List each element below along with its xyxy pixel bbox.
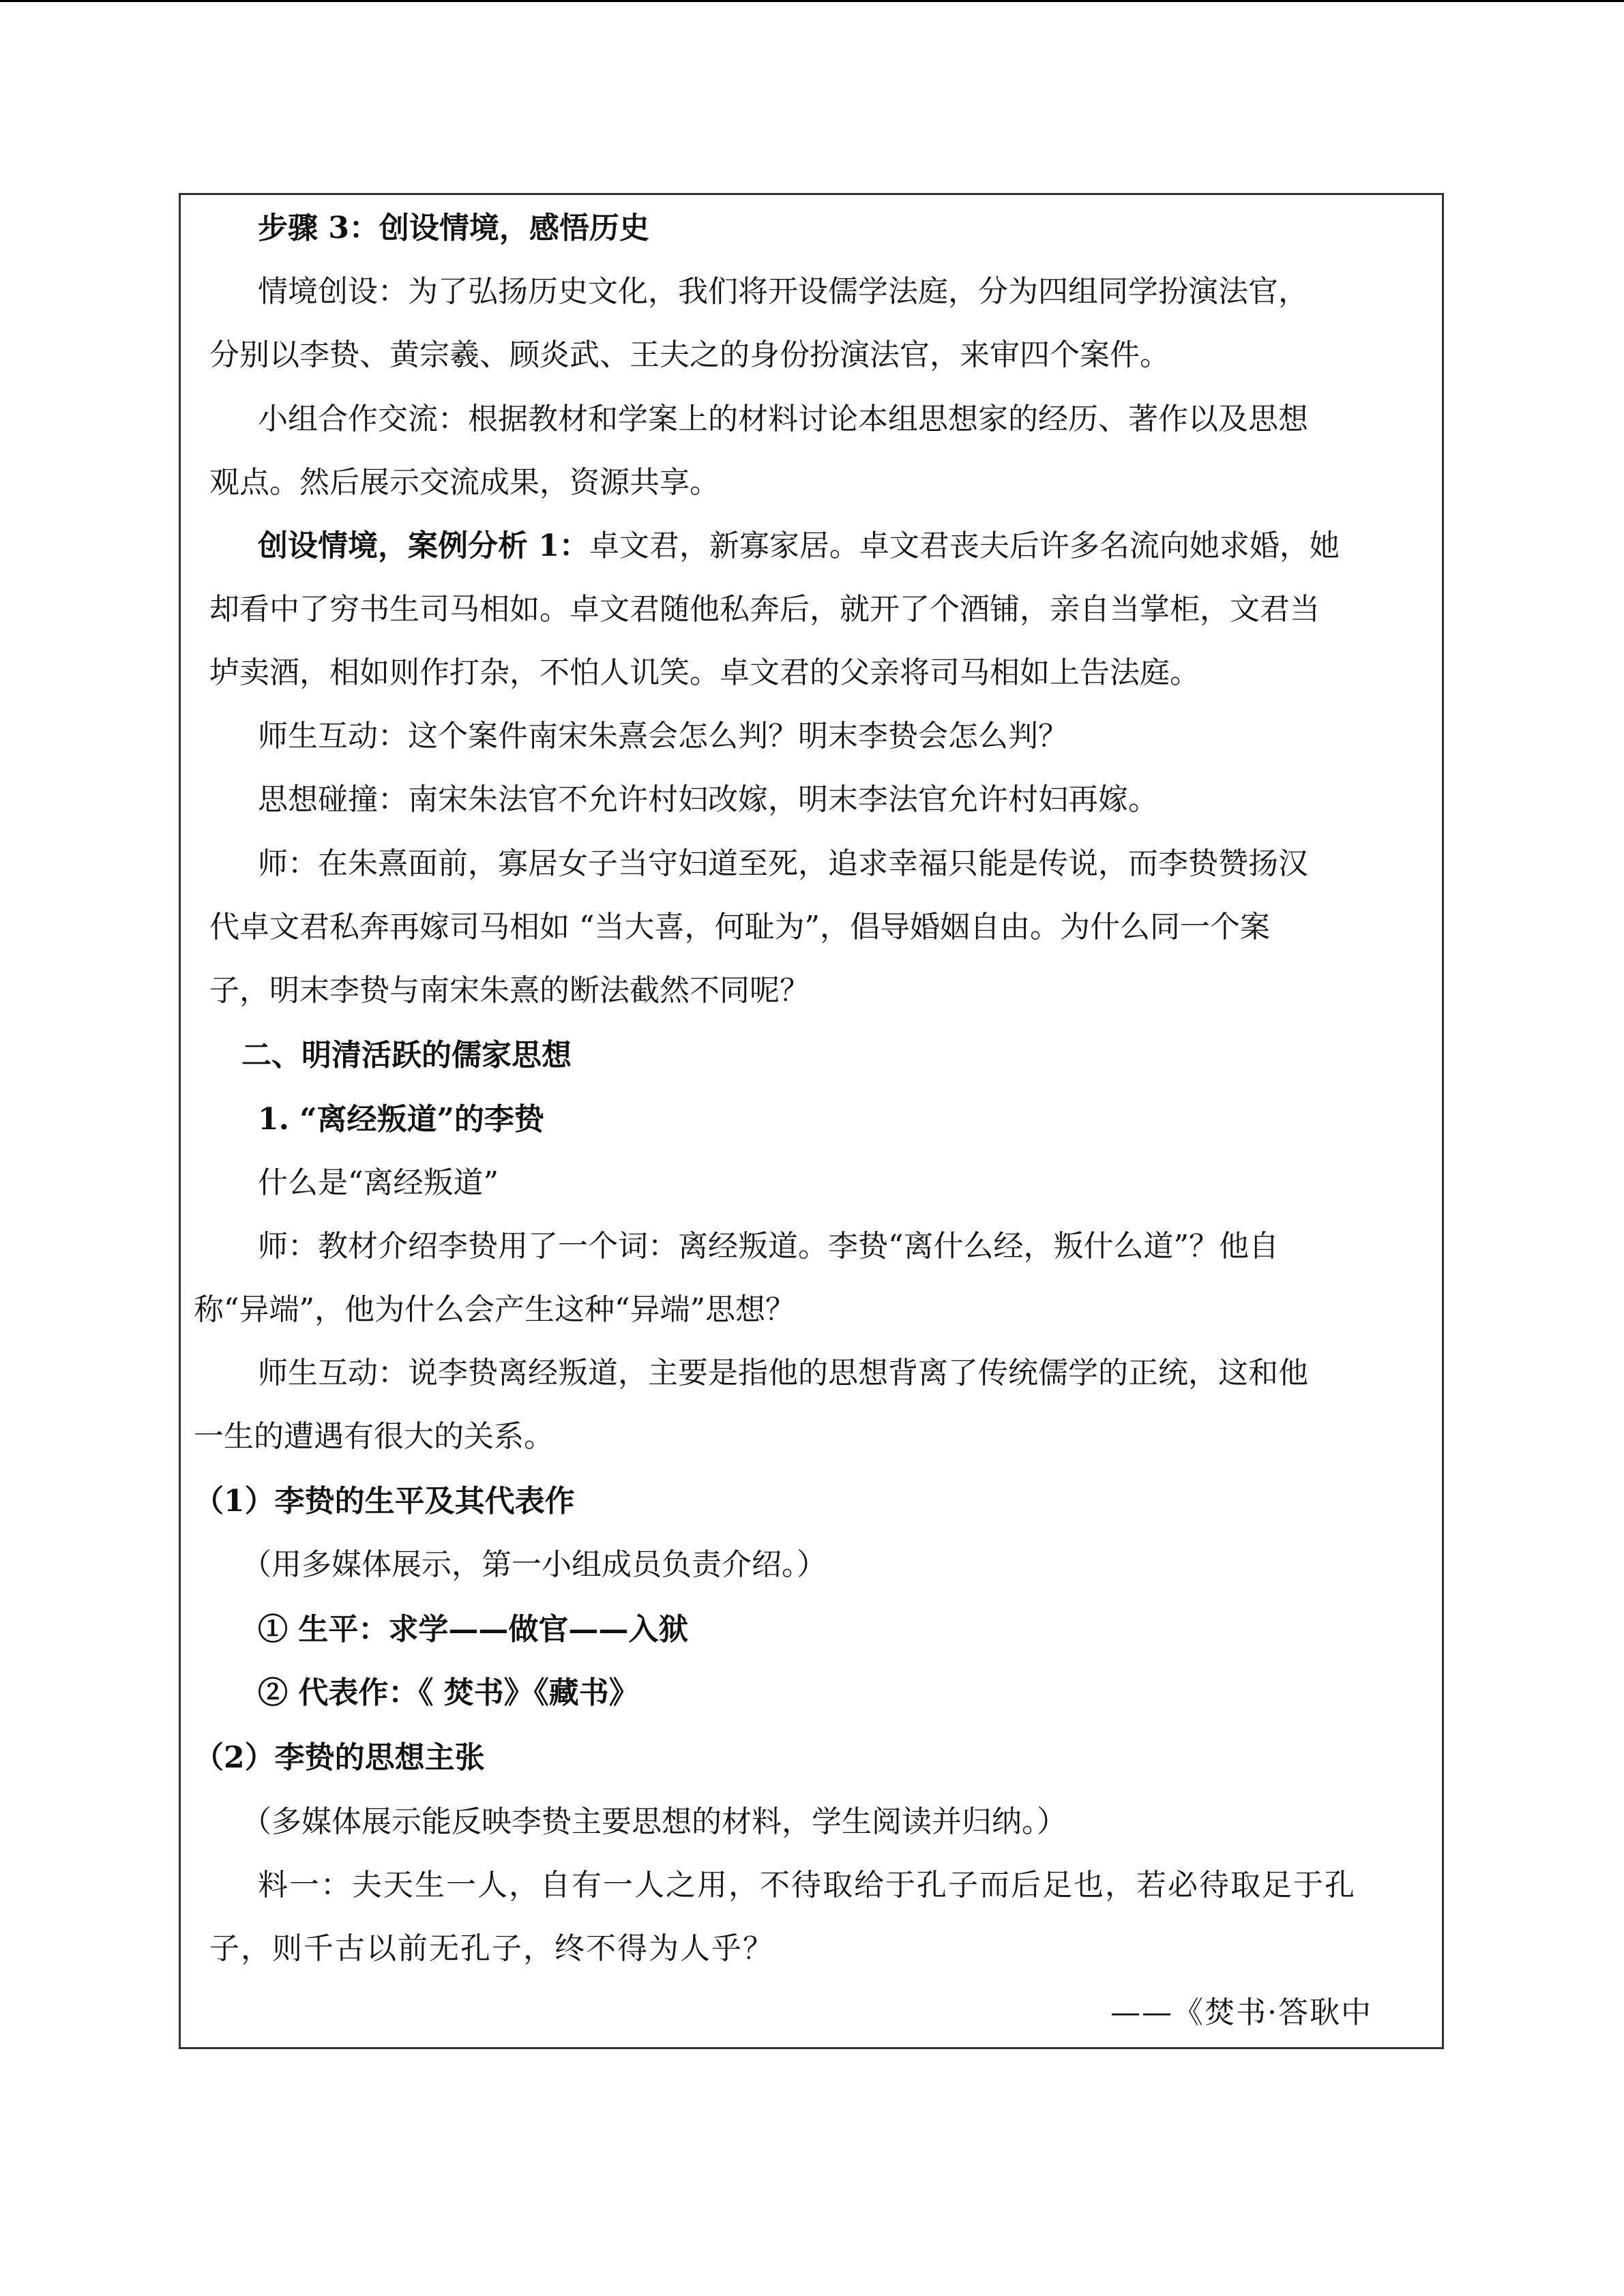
text-line: （2）李贽的思想主张 (194, 1740, 485, 1775)
text-line: 情境创设：为了弘扬历史文化，我们将开设儒学法庭，分为四组同学扮演法官， (258, 274, 1308, 309)
text-line: 小组合作交流：根据教材和学案上的材料讨论本组思想家的经历、著作以及思想 (258, 402, 1308, 436)
text-line: 分别以李贽、黄宗羲、顾炎武、王夫之的身份扮演法官，来审四个案件。 (209, 338, 1170, 372)
text-line: 什么是“离经叛道” (258, 1165, 499, 1200)
text-line: ① 生平：求学——做官——入狱 (258, 1612, 689, 1647)
text-line: （用多媒体展示，第一小组成员负责介绍。） (241, 1547, 827, 1582)
text-line: 二、明清活跃的儒家思想 (241, 1038, 572, 1073)
text-line: ——《焚书·答耿中 (1110, 1995, 1372, 2030)
text-line: ② 代表作：《 焚书》《藏书》 (258, 1675, 639, 1710)
page-top-border (0, 0, 1624, 2)
text-line: （多媒体展示能反映李贽主要思想的材料，学生阅读并归纳。） (241, 1804, 1067, 1839)
text-line: 子，明末李贽与南宋朱熹的断法截然不同呢？ (209, 973, 810, 1008)
text-line: 师：在朱熹面前，寡居女子当守妇道至死，追求幸福只能是传说，而李贽赞扬汉 (258, 846, 1308, 881)
text-line: 思想碰撞：南宋朱法官不允许村妇改嫁，明末李法官允许村妇再嫁。 (258, 782, 1158, 817)
text-line: 1. “离经叛道”的李贽 (258, 1102, 544, 1137)
text-line (258, 526, 1340, 567)
text-line: 垆卖酒，相如则作打杂，不怕人讥笑。卓文君的父亲将司马相如上告法庭。 (209, 655, 1200, 690)
text-line: 观点。然后展示交流成果，资源共享。 (209, 465, 720, 500)
text-segment: 创设情境，案例分析 1： (258, 528, 589, 563)
text-line: 料一：夫天生一人，自有一人之用，不待取给于孔子而后足也，若必待取足于孔 (258, 1868, 1356, 1903)
text-line: 称“异端”，他为什么会产生这种“异端”思想？ (194, 1292, 795, 1327)
text-line: （1）李贽的生平及其代表作 (194, 1484, 575, 1519)
text-line: 师：教材介绍李贽用了一个词：离经叛道。李贽“离什么经，叛什么道”？他自 (258, 1229, 1279, 1264)
text-line: 却看中了穷书生司马相如。卓文君随他私奔后，就开了个酒铺，亲自当掌柜，文君当 (209, 592, 1320, 627)
text-line: 师生互动：说李贽离经叛道，主要是指他的思想背离了传统儒学的正统，这和他 (258, 1356, 1308, 1390)
text-line: 代卓文君私奔再嫁司马相如 “当大喜，何耻为”，倡导婚姻自由。为什么同一个案 (209, 910, 1270, 944)
text-line: 步骤 3：创设情境，感悟历史 (258, 211, 649, 245)
text-line: 一生的遭遇有很大的关系。 (194, 1419, 554, 1454)
text-line: 子，则千古以前无孔子，终不得为人乎？ (209, 1931, 774, 1966)
text-line: 师生互动：这个案件南宋朱熹会怎么判？明末李贽会怎么判？ (258, 719, 1068, 754)
text-segment: 卓文君，新寡家居。卓文君丧夫后许多名流向她求婚，她 (589, 528, 1340, 563)
